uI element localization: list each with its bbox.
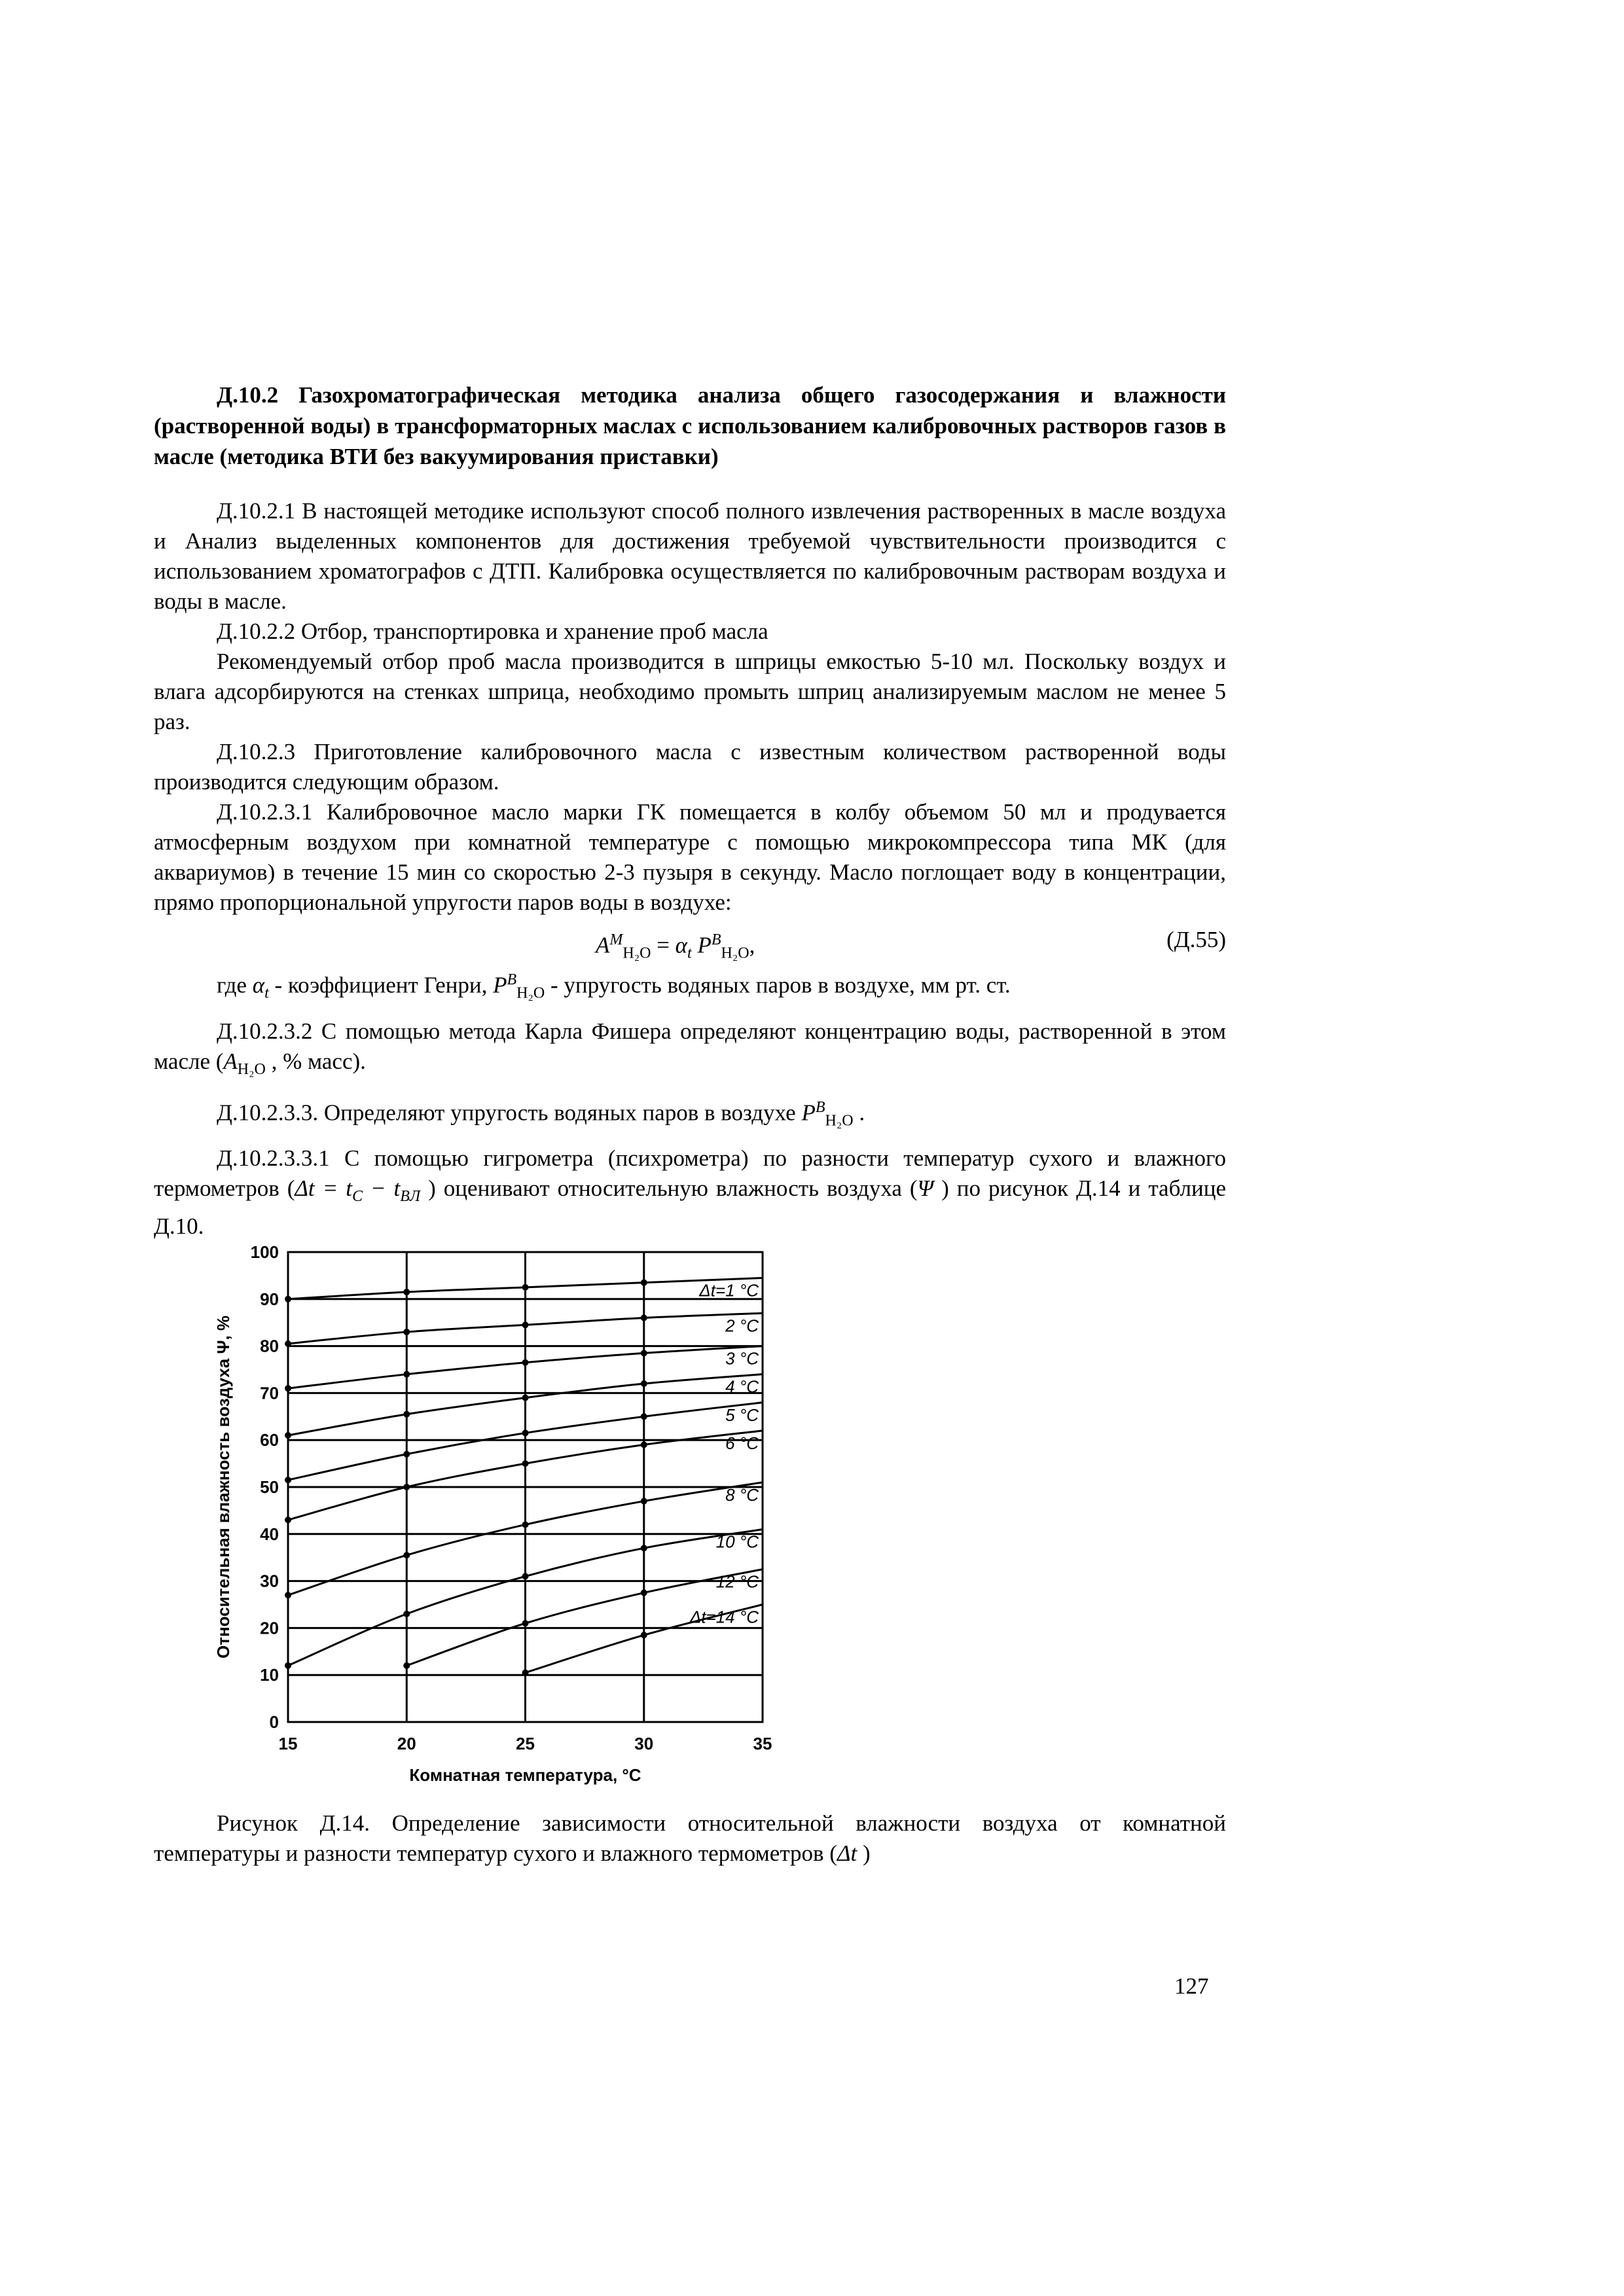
series-point: [641, 1590, 647, 1596]
y-axis-label: Относительная влажность воздуха Ψ, %: [213, 1316, 233, 1659]
equation-d55: [154, 920, 1226, 960]
equation-body: $A^M_{H_2O} = \alpha_t$ $P^B_{H_2O}$,: [596, 931, 755, 962]
series-label: 4 °С: [725, 1376, 759, 1397]
x-tick-label: 15: [278, 1734, 298, 1754]
paragraph-8: Д.10.2.3.3.1 С помощью гигрометра (психрометра) по разности температур сухого и влажного термометров ($\Delta t = t_C - t_{ВЛ}$ ) оценивают относительную влажность воздуха (Ψ ) по рисунок Д.14 и таблице Д.10.: [154, 1145, 1226, 1240]
series-point: [522, 1621, 529, 1627]
y-tick-label: 90: [260, 1289, 279, 1310]
series-label: 10 °С: [715, 1532, 759, 1552]
y-tick-label: 70: [260, 1383, 279, 1403]
series-point: [285, 1592, 291, 1598]
series-point: [641, 1414, 647, 1420]
series-point: [522, 1322, 529, 1329]
series-label: 5 °С: [725, 1405, 759, 1426]
series-label: Δt=14 °С: [689, 1607, 759, 1627]
y-tick-label: 50: [260, 1477, 279, 1498]
series-point: [641, 1498, 647, 1505]
series-point: [522, 1430, 529, 1437]
section-heading: Д.10.2 Газохроматографическая методика анализа общего газосодержания и влажности (растворенной воды) в трансформаторных маслах с использованием калибровочных растворов газов в масле (методика ВТИ без вакуумирования приставки): [154, 382, 1226, 469]
y-tick-label: 20: [260, 1618, 279, 1638]
series-point: [522, 1359, 529, 1366]
series-label: 12 °С: [715, 1571, 759, 1592]
series-label: 6 °С: [725, 1433, 759, 1454]
y-tick-label: 0: [269, 1712, 279, 1732]
paragraph-2: Д.10.2.2 Отбор, транспортировка и хранение проб масла: [217, 619, 768, 644]
figure-d14: [154, 1246, 1226, 1808]
series-point: [522, 1522, 529, 1528]
y-tick-label: 100: [250, 1246, 279, 1263]
series-point: [403, 1371, 410, 1378]
series-point: [285, 1386, 291, 1392]
series-point: [522, 1460, 529, 1467]
series-label: Δt=1 °С: [699, 1280, 759, 1300]
x-tick-label: 30: [634, 1734, 654, 1754]
series-point: [403, 1611, 410, 1617]
equation-number: (Д.55): [1166, 927, 1226, 952]
humidity-chart: [154, 1246, 808, 1808]
series-point: [641, 1442, 647, 1448]
series-point: [285, 1340, 291, 1347]
series-point: [641, 1545, 647, 1552]
series-point: [641, 1280, 647, 1286]
x-tick-label: 35: [753, 1734, 772, 1754]
series-point: [285, 1296, 291, 1302]
x-axis-label: Комнатная температура, °С: [409, 1765, 641, 1785]
where-line: где $\alpha_t$ - коэффициент Генри, $P^B_{H_2O}$ - упругость водяных паров в воздухе, мм рт. ст.: [217, 971, 1011, 1002]
series-point: [641, 1380, 647, 1387]
series-point: [403, 1289, 410, 1295]
y-tick-label: 10: [260, 1665, 279, 1685]
series-label: 8 °С: [725, 1485, 759, 1505]
series-label: 3 °С: [725, 1348, 759, 1369]
series-point: [285, 1432, 291, 1439]
series-point: [641, 1632, 647, 1638]
series-point: [522, 1670, 529, 1676]
paragraph-7: Д.10.2.3.3. Определяют упругость водяных паров в воздухе $P^B_{H_2O}$ .: [217, 1098, 865, 1130]
series-point: [522, 1395, 529, 1401]
paragraph-3: Рекомендуемый отбор проб масла производится в шприцы емкостью 5-10 мл. Поскольку воздух и влага адсорбируются на стенках шприца, необходимо промыть шприц анализируемым маслом не менее 5 раз.: [154, 649, 1226, 734]
page-content: [154, 380, 1226, 1869]
series-point: [285, 1517, 291, 1524]
y-tick-label: 40: [260, 1524, 279, 1545]
paragraph-1: Д.10.2.1 В настоящей методике используют способ полного извлечения растворенных в масле воздуха и Анализ выделенных компонентов для достижения требуемой чувствительности производится с использованием хроматографов с ДТП. Калибровка осуществляется по калибровочным растворам воздуха и воды в масле.: [154, 498, 1226, 614]
series-point: [522, 1573, 529, 1580]
series-point: [285, 1477, 291, 1484]
paragraph-6: Д.10.2.3.2 С помощью метода Карла Фишера определяют концентрацию воды, растворенной в этом масле ($A_{H_2O}$ , % масс).: [154, 1018, 1226, 1078]
y-tick-label: 80: [260, 1336, 279, 1356]
page-number: 127: [1174, 1973, 1209, 1999]
series-point: [403, 1552, 410, 1558]
x-tick-label: 20: [397, 1734, 416, 1754]
series-point: [641, 1350, 647, 1357]
series-point: [403, 1329, 410, 1335]
series-point: [522, 1284, 529, 1291]
series-point: [641, 1315, 647, 1321]
y-tick-label: 30: [260, 1571, 279, 1591]
series-point: [403, 1662, 410, 1669]
paragraph-4: Д.10.2.3 Приготовление калибровочного масла с известным количеством растворенной воды производится следующим образом.: [154, 739, 1226, 795]
x-tick-label: 25: [516, 1734, 535, 1754]
figure-caption: Рисунок Д.14. Определение зависимости относительной влажности воздуха от комнатной температуры и разности температур сухого и влажного термометров (Δt ): [154, 1810, 1226, 1867]
y-tick-label: 60: [260, 1430, 279, 1450]
series-point: [403, 1411, 410, 1418]
paragraph-5: Д.10.2.3.1 Калибровочное масло марки ГК помещается в колбу объемом 50 мл и продувается атмосферным воздухом при комнатной температуре с помощью микрокомпрессора типа МК (для аквариумов) в течение 15 мин со скоростью 2-3 пузыря в секунду. Масло поглощает воду в концентрации, прямо пропорциональной упругости паров воды в воздухе:: [154, 799, 1226, 915]
series-label: 2 °С: [725, 1316, 759, 1336]
series-point: [403, 1451, 410, 1458]
series-point: [403, 1484, 410, 1490]
series-point: [285, 1662, 291, 1669]
